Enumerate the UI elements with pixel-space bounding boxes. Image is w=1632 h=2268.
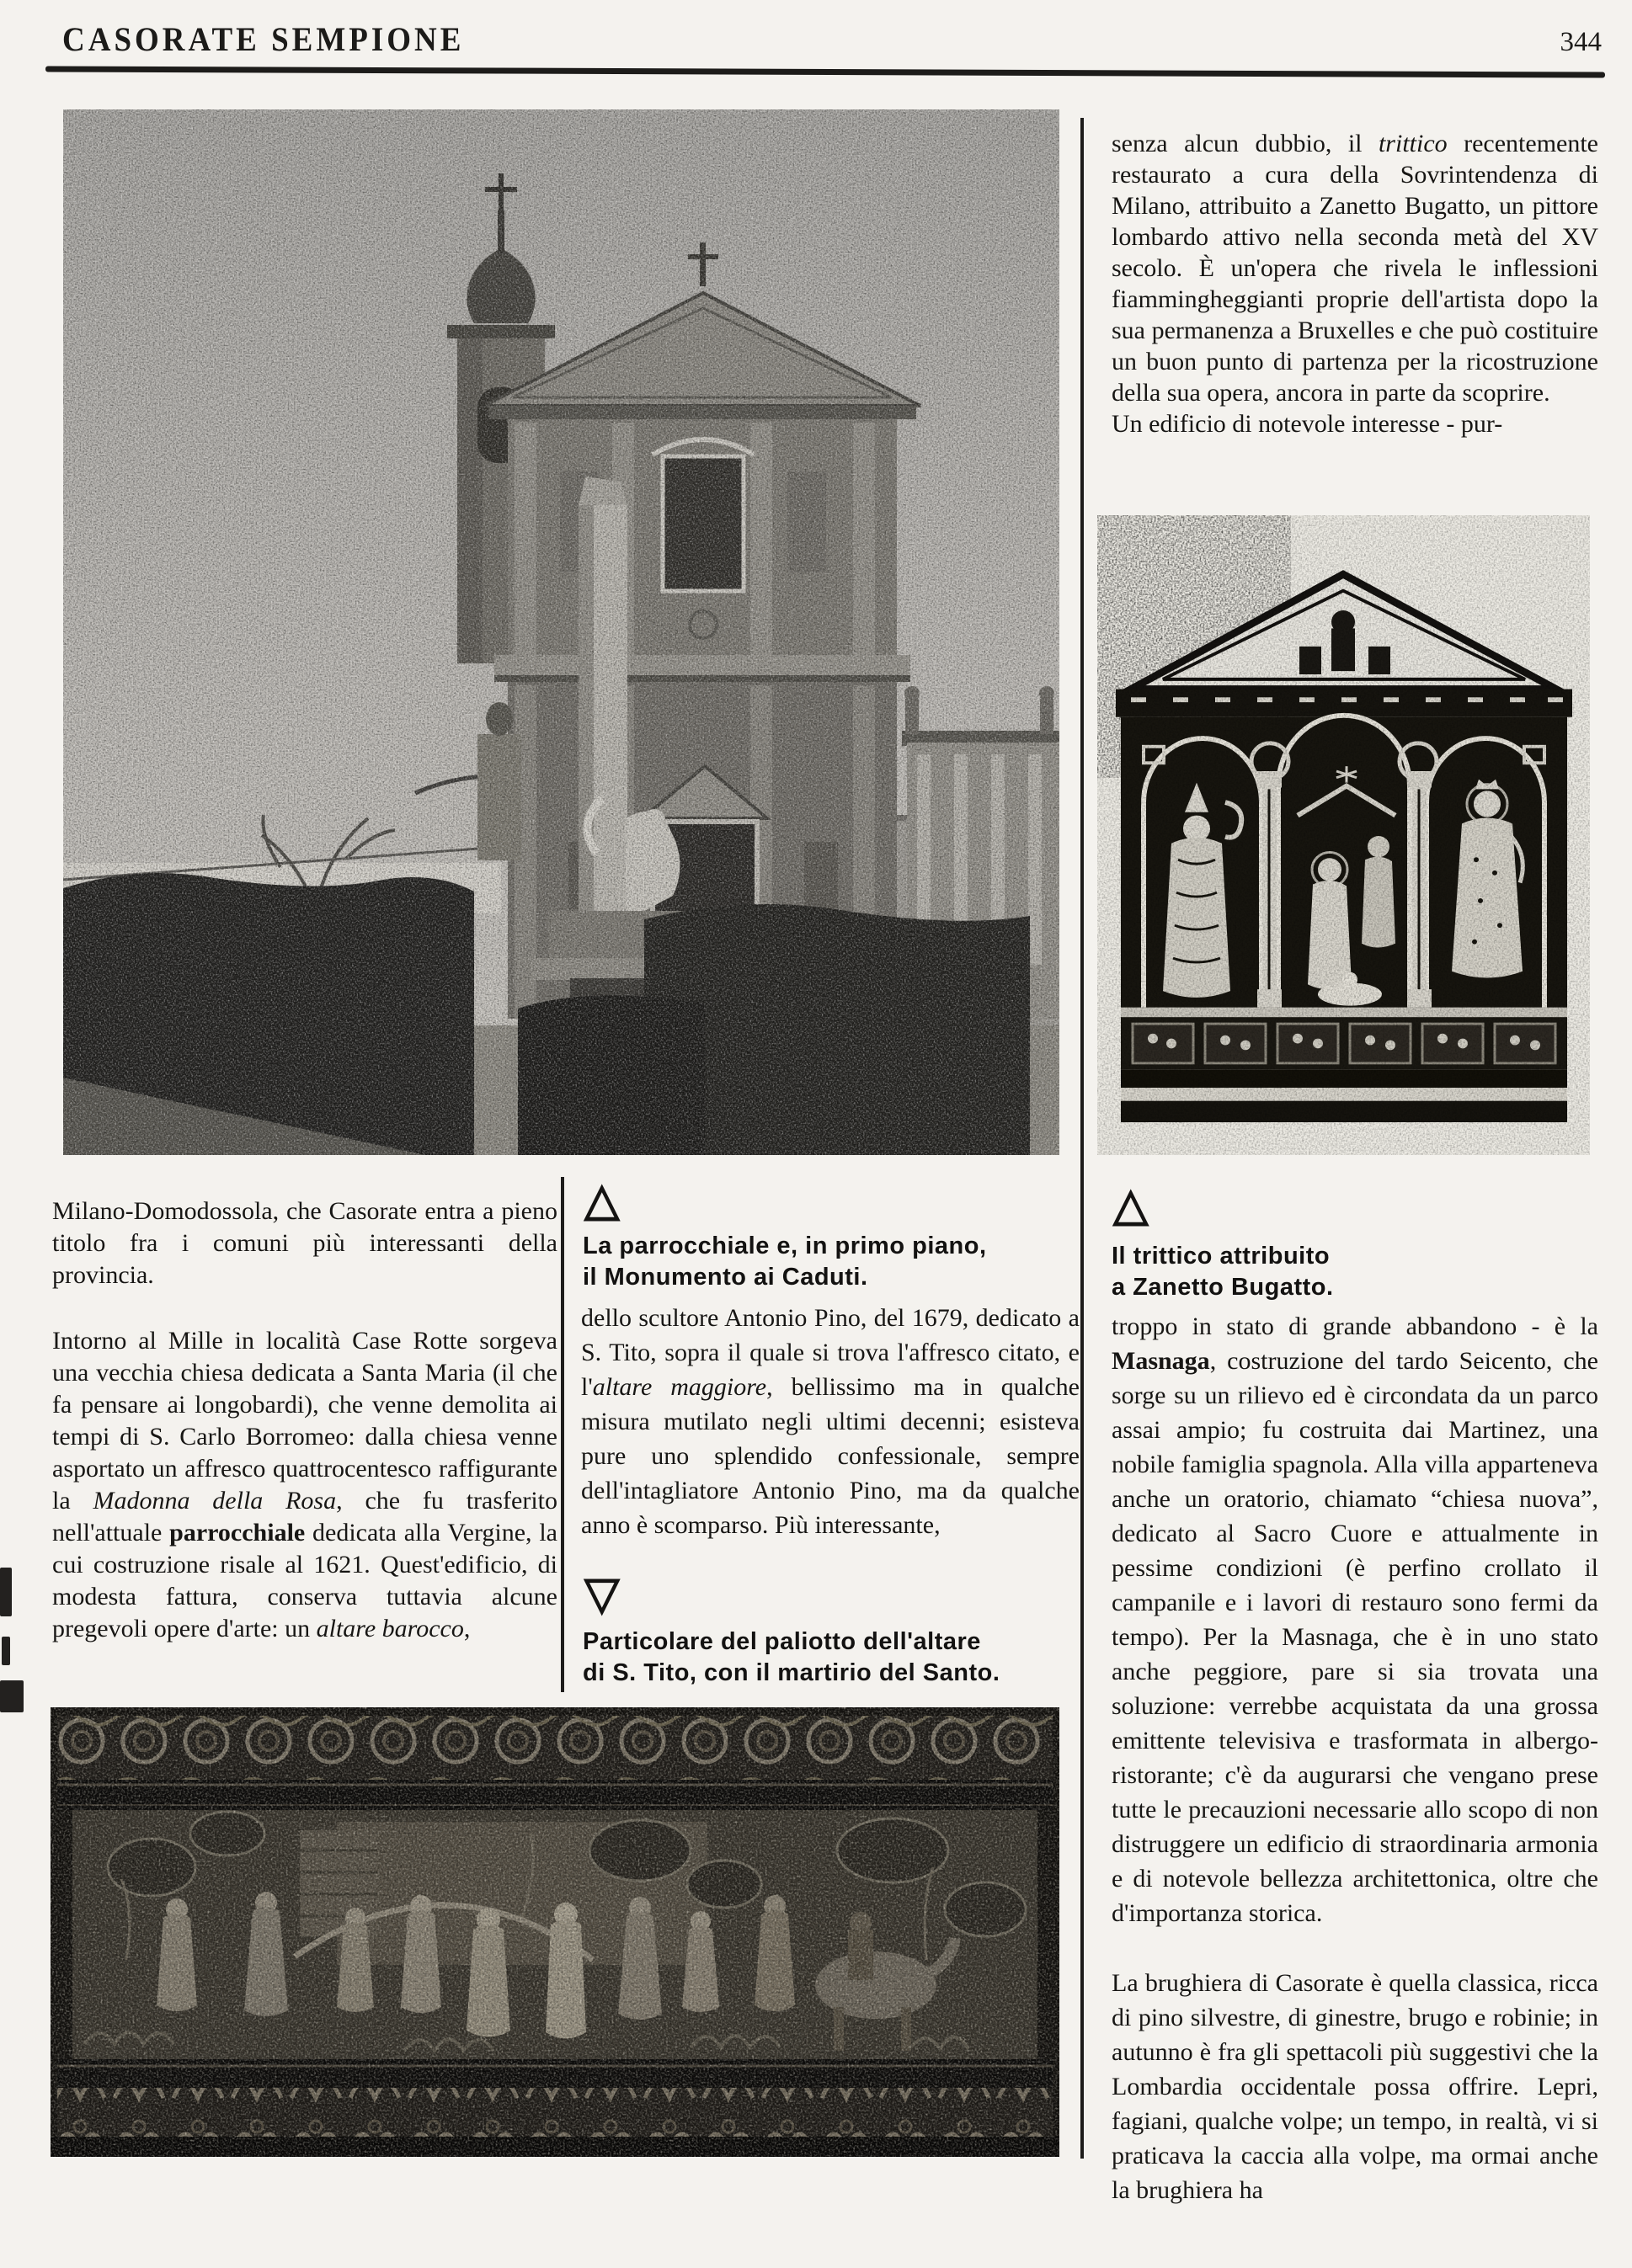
triptych-photo: [1097, 515, 1590, 1155]
column-right-top: [1112, 128, 1598, 439]
paragraph: senza alcun dubbio, il trittico recentemente restaurato a cura della Sovrintendenza di Milano, attribuito a Zanetto Bugatto, un pittore lombardo attivo nella seconda metà del XV secolo. È un'opera che rivela le inflessioni fiammingheggianti proprie dell'artista dopo la sua permanenza a Bruxelles e che può costituire un buon punto di partenza per la ricostruzione della sua opera, ancora in parte da scoprire.: [1112, 130, 1598, 407]
caption-line: a Zanetto Bugatto.: [1112, 1274, 1334, 1301]
paragraph: troppo in stato di grande abbandono - è la Masnaga, costruzione del tardo Seicento, che sorge su un rilievo ed è circondata da un parco assai ampio; fu costruita dai Martinez, una nobile famiglia spagnola. Alla villa apparteneva anche un oratorio, chiamato “chiesa nuova”, dedicato al Sacro Cuore e attualmente in pessime condizioni (è perfino crollato il campanile e i lavori di restauro sono fermi da tempo). Per la Masnaga, che è in uno stato anche peggiore, pare si sia trovata una soluzione: verrebbe acquistata da una grossa emittente televisiva e trasformata in albergo-ristorante; c'è da augurarsi che vengano prese tutte le precauzioni necessarie allo scopo di non distruggere un edificio di straordinaria armonia e di notevole bellezza architettonica, oltre che d'importanza storica.: [1112, 1312, 1598, 1927]
altar-relief-photo-art: [51, 1707, 1059, 2157]
caption-line: La parrocchiale e, in primo piano,: [583, 1232, 987, 1259]
caption-line: Il trittico attribuito: [1112, 1243, 1331, 1270]
paragraph: dello scultore Antonio Pino, del 1679, dedicato a S. Tito, sopra il quale si trova l'affresco citato, e l'altare maggiore, bellissimo ma in qualche misura mutilato negli ultimi decenni; esisteva pure uno splendido confessionale, sempre dell'intagliatore Antonio Pino, ma da qualche anno è scomparso. Più interessante,: [581, 1304, 1080, 1539]
paliotto-photo-caption: [583, 1626, 1080, 1689]
caption-line: il Monumento ai Caduti.: [583, 1264, 868, 1291]
caption-line: di S. Tito, con il martirio del Santo.: [583, 1659, 1000, 1686]
column-left: [52, 1195, 557, 1645]
church-photo-caption: [583, 1231, 1080, 1293]
page-number: 344: [1560, 27, 1602, 57]
caption-marker-up-triangle-icon: △: [1113, 1179, 1149, 1230]
paragraph: Intorno al Mille in località Case Rotte sorgeva una vecchia chiesa dedicata a Santa Maria (il che fa pensare ai longobardi), che venne demolita ai tempi di S. Carlo Borromeo: dalla chiesa venne asportato un affresco quattrocentesco raffigurante la Madonna della Rosa, che fu trasferito nell'attuale parrocchiale dedicata alla Vergine, la cui costruzione risale al 1621. Quest'edificio, di modesta fattura, conserva tuttavia alcune pregevoli opere d'arte: un altare barocco,: [52, 1327, 558, 1642]
paragraph: Un edificio di notevole interesse - pur-: [1112, 410, 1503, 438]
right-column-divider: [1080, 118, 1084, 2159]
scan-smudge: [0, 1568, 12, 1616]
triptych-photo-art: [1097, 515, 1590, 1155]
column-right-bottom: [1112, 1309, 1598, 2207]
scan-smudge: [2, 1637, 10, 1665]
caption-line: Particolare del paliotto dell'altare: [583, 1628, 981, 1655]
column-middle: [581, 1301, 1080, 1542]
church-photo: [63, 109, 1059, 1155]
scan-smudge: [0, 1680, 24, 1712]
altar-relief-photo: [51, 1707, 1059, 2157]
caption-marker-up-triangle-icon: △: [584, 1174, 620, 1225]
caption-marker-down-triangle-icon: ▽: [584, 1568, 620, 1619]
triptych-photo-caption: [1112, 1241, 1592, 1303]
header-rule: [45, 66, 1605, 77]
church-photo-art: [63, 109, 1059, 1155]
paragraph: Milano-Domodossola, che Casorate entra a pieno titolo fra i comuni più interessanti della provincia.: [52, 1197, 557, 1289]
page-title: CASORATE SEMPIONE: [62, 21, 465, 59]
paragraph: La brughiera di Casorate è quella classica, ricca di pino silvestre, di ginestre, brugo e robinie; in autunno è fra gli spettacoli più suggestivi che la Lombardia occidentale possa offrire. Lepri, fagiani, qualche volpe; un tempo, in realtà, vi si praticava la caccia alla volpe, ma ormai anche la brughiera ha: [1112, 1969, 1598, 2204]
left-middle-column-divider: [561, 1177, 564, 1692]
